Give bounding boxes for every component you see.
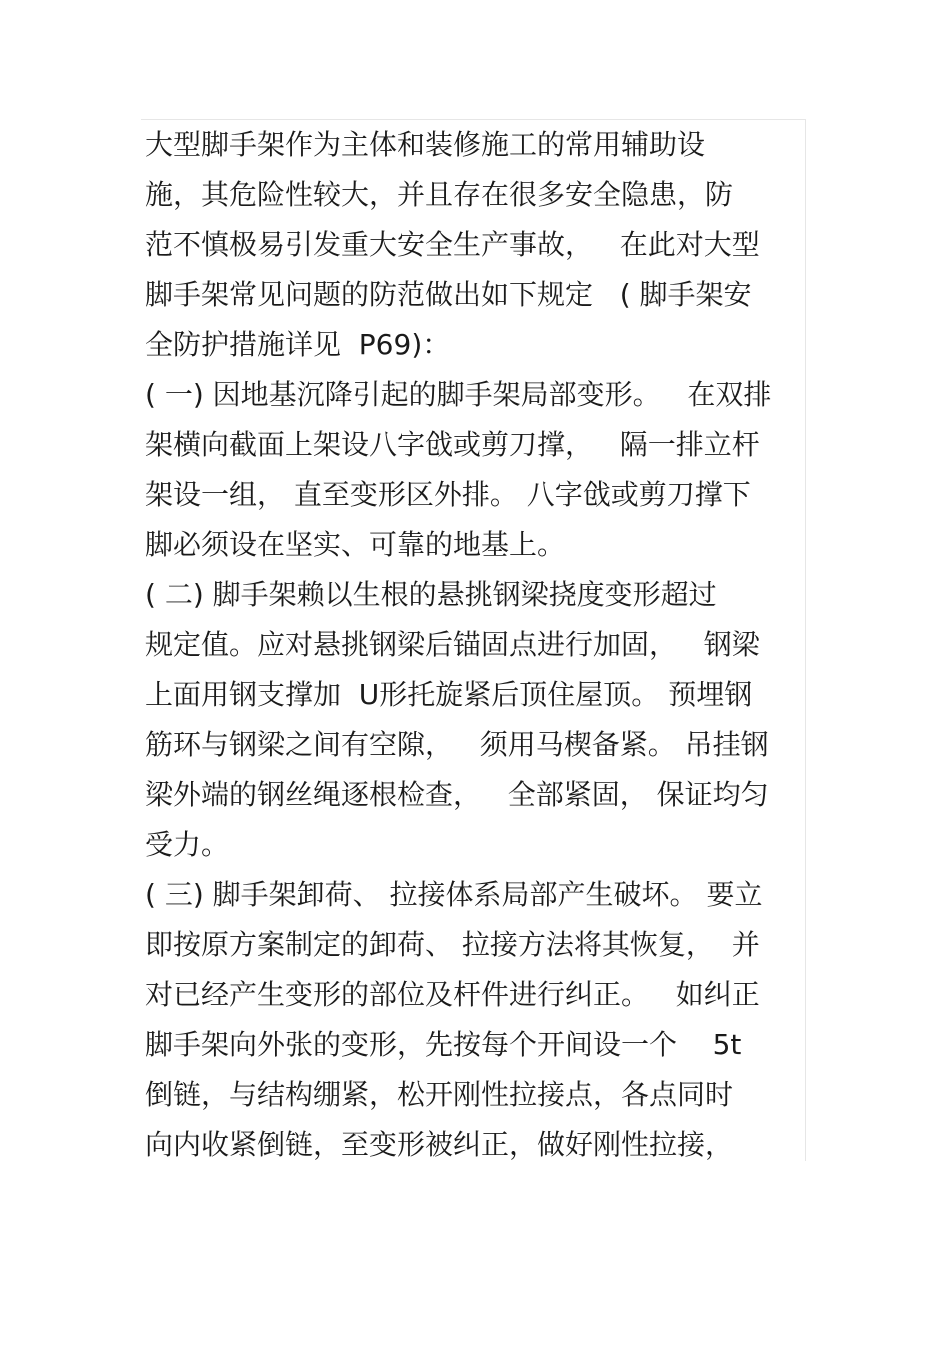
- text-line: ( 一) 因地基沉降引起的脚手架局部变形。 在双排: [145, 378, 772, 411]
- text-line: 筋环与钢梁之间有空隙， 须用马楔备紧。 吊挂钢: [145, 728, 769, 761]
- text-line: 脚必须设在坚实、可靠的地基上。: [145, 528, 566, 561]
- text-line: 脚手架常见问题的防范做出如下规定 ( 脚手架安: [145, 278, 752, 311]
- text-line: 对已经产生变形的部位及杆件进行纠正。 如纠正: [145, 978, 760, 1011]
- text-line: ( 三) 脚手架卸荷、 拉接体系局部产生破坏。 要立: [145, 878, 763, 911]
- text-line: 梁外端的钢丝绳逐根检查， 全部紧固， 保证均匀: [145, 778, 769, 811]
- text-line: 倒链，与结构绷紧，松开刚性拉接点，各点同时: [145, 1078, 734, 1111]
- text-line: 架横向截面上架设八字戗或剪刀撑， 隔一排立杆: [145, 428, 760, 461]
- document-body: [145, 120, 810, 1170]
- text-line: ( 二) 脚手架赖以生根的悬挑钢梁挠度变形超过: [145, 578, 717, 611]
- text-line: 上面用钢支撑加 U形托旋紧后顶住屋顶。 预埋钢: [145, 678, 753, 711]
- text-line: 大型脚手架作为主体和装修施工的常用辅助设: [145, 128, 706, 161]
- text-line: 架设一组， 直至变形区外排。 八字戗或剪刀撑下: [145, 478, 751, 511]
- text-line: 全防护措施详见 P69)：: [145, 328, 451, 361]
- text-line: 施，其危险性较大，并且存在很多安全隐患，防: [145, 178, 734, 211]
- text-line: 规定值。应对悬挑钢梁后锚固点进行加固， 钢梁: [145, 628, 760, 661]
- text-line: 受力。: [145, 828, 230, 861]
- text-line: 即按原方案制定的卸荷、 拉接方法将其恢复， 并: [145, 928, 760, 961]
- text-line: 向内收紧倒链，至变形被纠正，做好刚性拉接，: [145, 1128, 734, 1161]
- text-line: 范不慎极易引发重大安全生产事故， 在此对大型: [145, 228, 760, 261]
- text-line: 脚手架向外张的变形，先按每个开间设一个 5t: [145, 1028, 742, 1061]
